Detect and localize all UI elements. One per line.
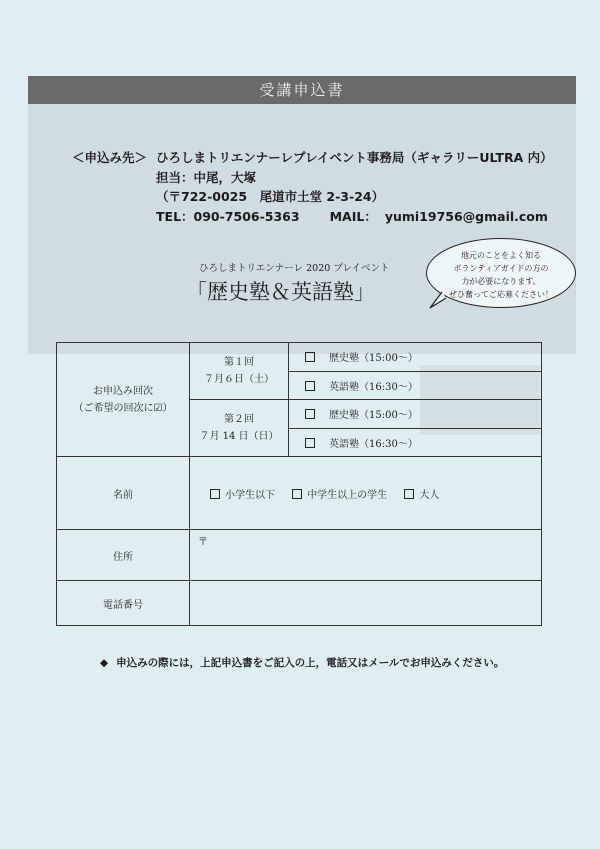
grade-label: 大人 — [419, 489, 440, 501]
contact-address: （〒722-0025 尾道市土堂 2-3-24） — [156, 189, 385, 204]
bubble-line: 力が必要になります。 — [461, 277, 541, 286]
name-label: 名前 — [113, 489, 133, 501]
bubble-line: 地元のことをよく知る — [461, 251, 541, 260]
form-title-bar — [28, 76, 576, 104]
checkbox[interactable] — [305, 438, 315, 448]
session-number: 第２回 — [224, 414, 254, 425]
checkbox[interactable] — [210, 489, 220, 499]
checkbox[interactable] — [292, 489, 302, 499]
postal-mark: 〒 — [198, 537, 208, 548]
checkbox[interactable] — [305, 381, 315, 391]
session-note: （ご希望の回次に☑） — [73, 402, 173, 414]
name-label-cell — [57, 457, 190, 530]
address-field[interactable] — [190, 530, 542, 581]
checkbox[interactable] — [305, 352, 315, 362]
contact-mail-label: MAIL： — [329, 208, 377, 224]
session-date: ７月 14 日（日） — [199, 431, 279, 442]
contact-block — [72, 148, 553, 226]
phone-label-cell — [57, 581, 190, 626]
contact-mail[interactable]: yumi19756@gmail.com — [384, 208, 548, 224]
checkbox[interactable] — [305, 409, 315, 419]
phone-label: 電話番号 — [103, 599, 143, 611]
phone-field[interactable] — [190, 581, 542, 626]
name-field[interactable] — [190, 457, 542, 530]
footer-note — [100, 655, 504, 670]
address-label: 住所 — [113, 551, 133, 563]
diamond-bullet-icon: ◆ — [100, 657, 109, 669]
speech-bubble-tail — [428, 290, 448, 310]
session-label: お申込み回次 — [93, 385, 153, 397]
slot-label: 歴史塾（15:00～） — [329, 410, 418, 422]
slot-row — [289, 371, 542, 400]
session-date: ７月６日（土） — [204, 374, 274, 385]
session-number: 第１回 — [224, 357, 254, 368]
grade-label: 小学生以下 — [225, 489, 275, 501]
bubble-line: ボランティアガイドの方の — [453, 264, 549, 273]
event-subtitle: ひろしまトリエンナーレ 2020 プレイベント — [199, 263, 390, 274]
contact-person: 担当：中尾，大塚 — [156, 169, 257, 185]
session-1-cell — [190, 343, 289, 400]
form-title: 受講申込書 — [259, 81, 345, 99]
slot-row — [289, 343, 542, 372]
event-title: 「歴史塾＆英語塾」 — [186, 280, 375, 304]
slot-row — [289, 400, 542, 429]
contact-tel[interactable]: TEL：090-7506-5363 — [156, 208, 300, 224]
footer-text: 申込みの際には，上記申込書をご記入の上，電話又はメールでお申込みください。 — [116, 657, 505, 669]
slot-label: 歴史塾（15:00～） — [329, 353, 418, 365]
contact-label: ＜申込み先＞ — [72, 150, 148, 165]
bubble-line: ぜひ奮ってご応募ください！ — [449, 290, 553, 299]
slot-label: 英語塾（16:30～） — [329, 381, 418, 393]
speech-bubble — [426, 238, 576, 308]
address-label-cell — [57, 530, 190, 581]
session-header-cell — [57, 343, 190, 457]
application-form-table — [56, 342, 542, 626]
slot-row — [289, 428, 542, 457]
contact-office: ひろしまトリエンナーレプレイベント事務局（ギャラリーULTRA 内） — [156, 150, 553, 165]
grade-label: 中学生以上の学生 — [307, 489, 388, 501]
session-2-cell — [190, 400, 289, 457]
slot-label: 英語塾（16:30～） — [329, 438, 418, 450]
background-show-through — [28, 104, 576, 354]
checkbox[interactable] — [404, 489, 414, 499]
